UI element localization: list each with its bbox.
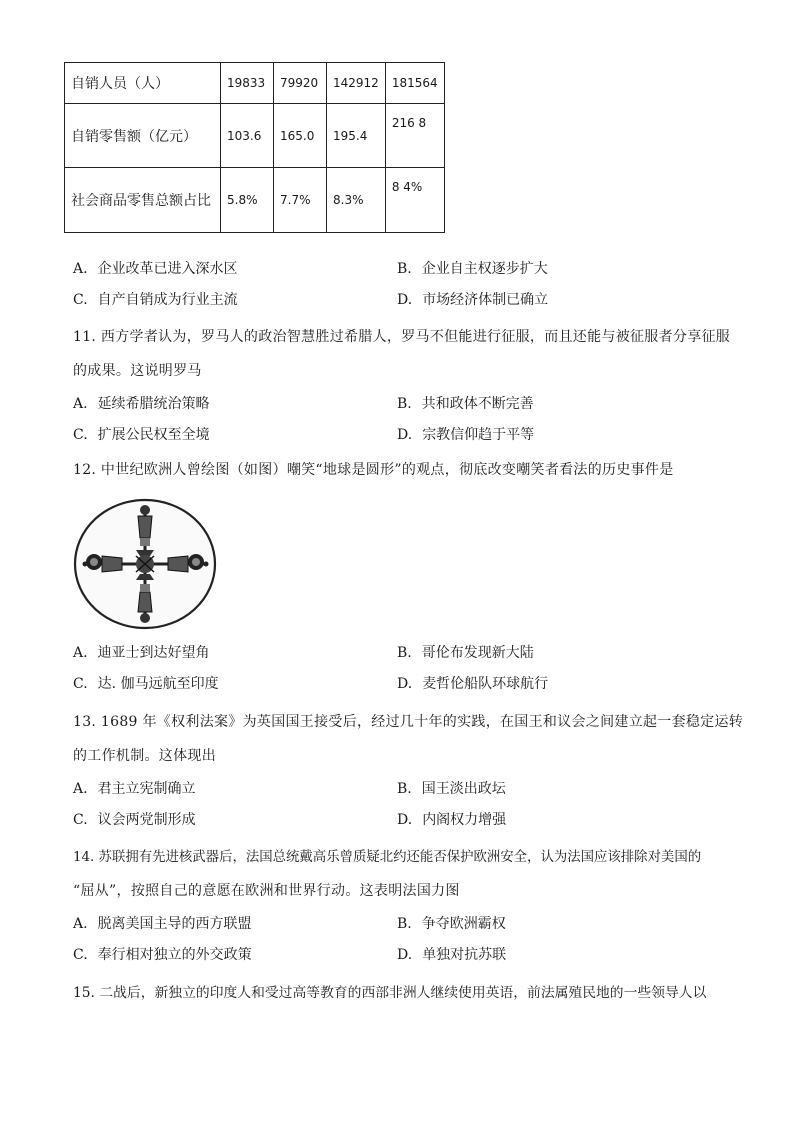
q11-stem-line2: 的成果。这说明罗马 (73, 363, 202, 379)
q14-option-b[interactable] (397, 913, 506, 933)
option-text: 延续希腊统治策略 (97, 396, 210, 412)
option-text: 共和政体不断完善 (421, 396, 534, 412)
q12-option-b[interactable] (397, 642, 534, 662)
option-text: 议会两党制形成 (97, 812, 196, 828)
q10-option-a[interactable] (73, 258, 238, 278)
option-text: 君主立宪制确立 (97, 781, 196, 797)
q14-stem-line2: “屈从”，按照自己的意愿在欧洲和世界行动。这表明法国力图 (73, 883, 460, 899)
table-row (65, 168, 445, 233)
data-table (64, 62, 445, 233)
q15-stem-line1: 15. 二战后，新独立的印度人和受过高等教育的西部非洲人继续使用英语，前法属殖民地的一些领导人以 (73, 985, 707, 1001)
q14-option-a[interactable] (73, 913, 252, 933)
table-cell: 5.8% (221, 168, 274, 233)
option-letter: C. (73, 427, 88, 443)
option-letter: B. (397, 261, 412, 277)
option-text: 国王淡出政坛 (421, 781, 506, 797)
option-letter: C. (73, 812, 88, 828)
option-letter: A. (73, 916, 88, 932)
table-cell: 216 8 (385, 104, 444, 168)
q12-option-d[interactable] (397, 673, 548, 693)
option-text: 奉行相对独立的外交政策 (97, 947, 252, 963)
option-text: 企业改革已进入深水区 (97, 261, 238, 277)
option-letter: B. (397, 781, 412, 797)
option-letter: C. (73, 947, 88, 963)
table-cell: 142912 (327, 63, 386, 104)
table-cell: 7.7% (274, 168, 327, 233)
table-cell: 79920 (274, 63, 327, 104)
option-letter: B. (397, 396, 412, 412)
option-text: 脱离美国主导的西方联盟 (97, 916, 252, 932)
row-label: 社会商品零售总额占比 (65, 168, 221, 233)
option-letter: D. (397, 812, 413, 828)
table-cell: 195.4 (327, 104, 386, 168)
option-text: 市场经济体制已确立 (422, 292, 549, 308)
q13-option-b[interactable] (397, 778, 506, 798)
q12-option-c[interactable] (73, 673, 219, 693)
option-letter: C. (73, 292, 88, 308)
q11-option-c[interactable] (73, 424, 210, 444)
q13-stem-line2: 的工作机制。这体现出 (73, 748, 216, 764)
q12-option-a[interactable] (73, 642, 210, 662)
option-letter: A. (73, 781, 88, 797)
option-letter: D. (397, 676, 413, 692)
option-letter: D. (397, 947, 413, 963)
option-text: 达. 伽马远航至印度 (97, 676, 219, 692)
option-letter: B. (397, 916, 412, 932)
option-text: 扩展公民权至全境 (97, 427, 210, 443)
q13-option-c[interactable] (73, 809, 196, 829)
option-text: 迪亚士到达好望角 (97, 645, 210, 661)
q14-option-d[interactable] (397, 944, 506, 964)
option-letter: A. (73, 396, 88, 412)
q10-option-c[interactable] (73, 289, 238, 309)
table-cell: 19833 (221, 63, 274, 104)
option-letter: D. (397, 427, 413, 443)
q14-option-c[interactable] (73, 944, 252, 964)
option-text: 麦哲伦船队环球航行 (422, 676, 549, 692)
q10-option-d[interactable] (397, 289, 548, 309)
q11-option-d[interactable] (397, 424, 534, 444)
q12-stem-line1: 12. 中世纪欧洲人曾绘图（如图）嘲笑“地球是圆形”的观点，彻底改变嘲笑者看法的历史事件是 (73, 462, 674, 478)
option-text: 哥伦布发现新大陆 (421, 645, 534, 661)
table-cell: 103.6 (221, 104, 274, 168)
q11-option-b[interactable] (397, 393, 534, 413)
option-text: 争夺欧洲霸权 (421, 916, 506, 932)
table-cell: 8 4% (385, 168, 444, 233)
table-cell: 8.3% (327, 168, 386, 233)
table-row (65, 63, 445, 104)
option-text: 企业自主权逐步扩大 (421, 261, 548, 277)
option-text: 内阁权力增强 (422, 812, 507, 828)
option-letter: C. (73, 676, 88, 692)
row-label: 自销零售额（亿元） (65, 104, 221, 168)
option-text: 单独对抗苏联 (422, 947, 507, 963)
q10-option-b[interactable] (397, 258, 548, 278)
row-label: 自销人员（人） (65, 63, 221, 104)
option-letter: D. (397, 292, 413, 308)
q11-option-a[interactable] (73, 393, 210, 413)
table-cell: 165.0 (274, 104, 327, 168)
round-earth-illustration (72, 496, 218, 632)
option-letter: A. (73, 645, 88, 661)
option-letter: B. (397, 645, 412, 661)
q13-option-d[interactable] (397, 809, 506, 829)
q13-option-a[interactable] (73, 778, 196, 798)
q13-stem-line1: 13. 1689 年《权利法案》为英国国王接受后，经过几十年的实践，在国王和议会之间建立起一套稳定运转 (73, 714, 744, 730)
q14-stem-line1: 14. 苏联拥有先进核武器后，法国总统戴高乐曾质疑北约还能否保护欧洲安全，认为法国应该排除对美国的 (73, 850, 702, 865)
option-letter: A. (73, 261, 88, 277)
q11-stem-line1: 11. 西方学者认为，罗马人的政治智慧胜过希腊人，罗马不但能进行征服，而且还能与被征服者分享征服 (73, 329, 731, 345)
option-text: 自产自销成为行业主流 (97, 292, 238, 308)
table-row (65, 104, 445, 168)
option-text: 宗教信仰趋于平等 (422, 427, 535, 443)
table-cell: 181564 (385, 63, 444, 104)
